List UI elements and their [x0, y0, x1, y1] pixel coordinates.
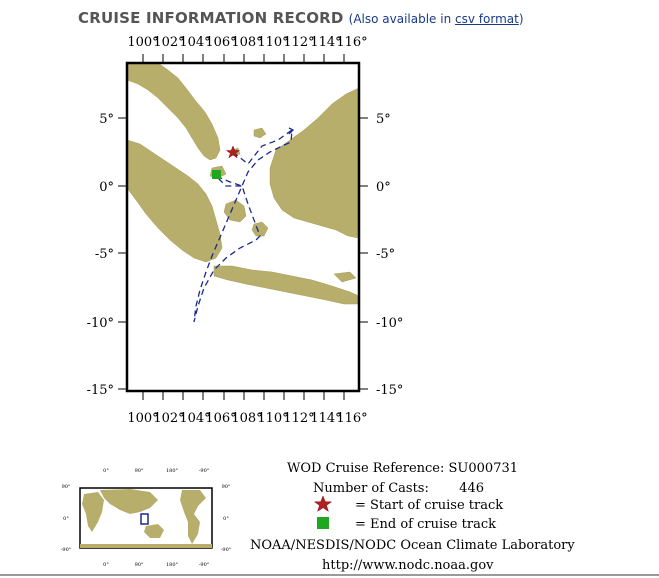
lon-label-top: 100° [127, 35, 159, 50]
lon-label-bottom: 108° [231, 411, 263, 426]
lon-label-top: 106° [205, 35, 237, 50]
lat-label-left: 5° [99, 112, 114, 127]
lon-label-bottom: 114° [310, 411, 342, 426]
inset-bottom-tick: 180° [165, 562, 179, 568]
csv-format-link[interactable]: csv format [455, 12, 519, 26]
lat-label-right: -10° [376, 316, 404, 331]
main-map [87, 35, 404, 426]
csv-note-suffix: ) [518, 12, 524, 26]
inset-bottom-tick: 0° [103, 562, 109, 568]
inset-left-tick: -90° [60, 547, 72, 553]
inset-top-tick: 90° [134, 468, 144, 474]
inset-right-tick: 90° [221, 484, 231, 490]
lon-labels-bottom [127, 411, 367, 426]
lat-label-right: 5° [376, 112, 391, 127]
lon-label-top: 110° [257, 35, 289, 50]
inset-top-tick: 180° [165, 468, 179, 474]
lon-label-bottom: 102° [153, 411, 185, 426]
lon-label-top: 104° [179, 35, 211, 50]
inset-bottom-tick: -90° [198, 562, 210, 568]
lat-label-right: -15° [376, 383, 404, 398]
lon-label-bottom: 100° [127, 411, 159, 426]
inset-right-tick: 0° [223, 516, 229, 522]
lon-label-top: 114° [310, 35, 342, 50]
lat-label-left: -15° [86, 383, 114, 398]
inset-land-antarctica [80, 544, 212, 548]
inset-left-tick: 90° [61, 484, 71, 490]
legend-end-square-icon [317, 517, 329, 529]
inset-left-tick: 0° [63, 516, 69, 522]
inset-top-tick: -90° [198, 468, 210, 474]
lon-label-bottom: 110° [257, 411, 289, 426]
page-title: CRUISE INFORMATION RECORD [78, 9, 344, 27]
lab-url: http://www.nodc.noaa.gov [322, 558, 494, 573]
casts-value: 446 [459, 481, 484, 496]
inset-world-map [61, 468, 232, 568]
csv-note-prefix: (Also available in [348, 12, 456, 26]
lat-labels-left [87, 112, 114, 398]
start-label: = Start of cruise track [355, 498, 504, 513]
lat-label-right: 0° [376, 180, 391, 195]
legend [250, 461, 575, 573]
lat-label-left: -5° [94, 247, 114, 262]
casts-label: Number of Casts: [313, 481, 429, 496]
lon-labels-top [127, 35, 367, 50]
bottom-divider [0, 574, 659, 576]
legend-start-star-icon [315, 496, 332, 511]
lat-label-left: 0° [99, 180, 114, 195]
inset-bottom-tick: 90° [134, 562, 144, 568]
lon-label-top: 116° [336, 35, 368, 50]
lon-label-bottom: 116° [336, 411, 368, 426]
end-marker [212, 170, 221, 179]
lon-label-top: 102° [153, 35, 185, 50]
lat-label-right: -5° [376, 247, 396, 262]
lat-label-left: -10° [86, 316, 114, 331]
lon-label-top: 108° [231, 35, 263, 50]
inset-right-tick: -90° [220, 547, 232, 553]
lat-labels-right [376, 112, 403, 398]
lon-label-bottom: 106° [205, 411, 237, 426]
end-label: = End of cruise track [355, 517, 496, 532]
lab-name: NOAA/NESDIS/NODC Ocean Climate Laboratory [250, 538, 575, 553]
lon-label-top: 112° [283, 35, 315, 50]
lon-label-bottom: 104° [179, 411, 211, 426]
cruise-reference: WOD Cruise Reference: SU000731 [287, 461, 519, 476]
inset-top-tick: 0° [103, 468, 109, 474]
lon-label-bottom: 112° [283, 411, 315, 426]
